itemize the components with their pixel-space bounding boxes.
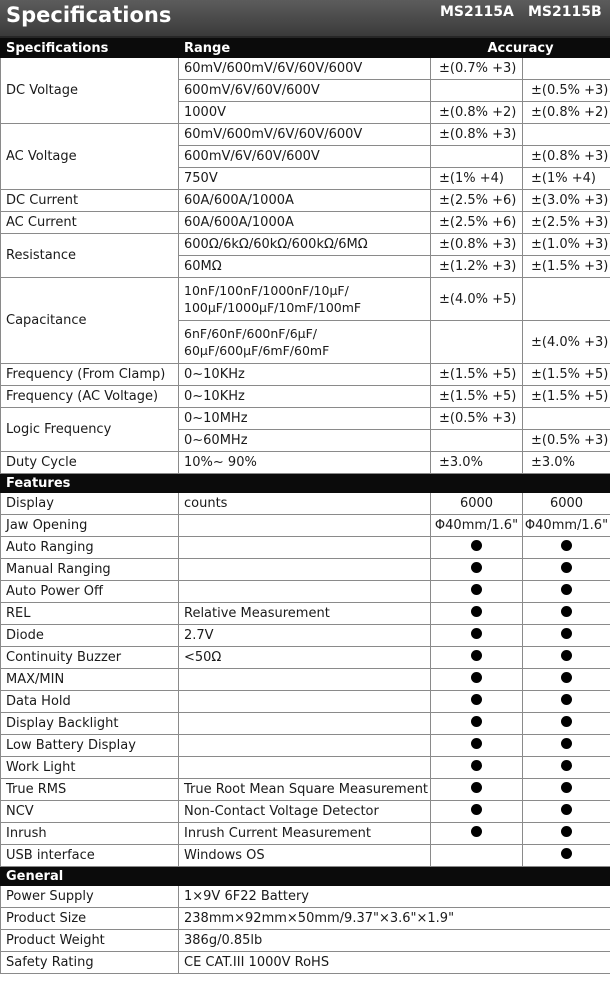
supported-dot-icon <box>471 716 482 727</box>
spec-range: 0~10MHz <box>179 408 431 430</box>
feature-b <box>523 757 610 779</box>
supported-dot-icon <box>471 540 482 551</box>
spec-name: Frequency (AC Voltage) <box>1 386 179 408</box>
feature-name: USB interface <box>1 845 179 867</box>
feature-row <box>1 845 610 867</box>
general-value: 386g/0.85lb <box>179 930 610 952</box>
spec-name: Capacitance <box>1 278 179 364</box>
feature-b <box>523 603 610 625</box>
supported-dot-icon <box>561 562 572 573</box>
general-name: Product Weight <box>1 930 179 952</box>
feature-row <box>1 493 610 515</box>
feature-a <box>431 603 523 625</box>
feature-desc <box>179 735 431 757</box>
feature-a <box>431 713 523 735</box>
supported-dot-icon <box>471 760 482 771</box>
spec-name: Resistance <box>1 234 179 278</box>
feature-b: 6000 <box>523 493 610 515</box>
feature-name: Data Hold <box>1 691 179 713</box>
feature-name: Work Light <box>1 757 179 779</box>
feature-b <box>523 625 610 647</box>
supported-dot-icon <box>471 628 482 639</box>
feature-a <box>431 801 523 823</box>
spec-name: Duty Cycle <box>1 452 179 474</box>
feature-desc: Windows OS <box>179 845 431 867</box>
accuracy-b: ±(0.8% +3) <box>523 146 610 168</box>
supported-dot-icon <box>561 760 572 771</box>
feature-a <box>431 581 523 603</box>
general-name: Safety Rating <box>1 952 179 974</box>
spec-range: 0~10KHz <box>179 386 431 408</box>
accuracy-a: ±3.0% <box>431 452 523 474</box>
model-a-label: MS2115A <box>440 4 514 20</box>
accuracy-b: ±(0.5% +3) <box>523 80 610 102</box>
supported-dot-icon <box>561 606 572 617</box>
feature-row <box>1 537 610 559</box>
accuracy-b: ±3.0% <box>523 452 610 474</box>
feature-row <box>1 823 610 845</box>
supported-dot-icon <box>561 628 572 639</box>
spec-range: 60A/600A/1000A <box>179 190 431 212</box>
accuracy-a: ±(1.5% +5) <box>431 386 523 408</box>
feature-b <box>523 735 610 757</box>
feature-b <box>523 801 610 823</box>
spec-row <box>1 190 610 212</box>
feature-b: Φ40mm/1.6" <box>523 515 610 537</box>
feature-b <box>523 669 610 691</box>
accuracy-a: ±(2.5% +6) <box>431 212 523 234</box>
accuracy-a: ±(1.5% +5) <box>431 364 523 386</box>
spec-name: AC Current <box>1 212 179 234</box>
supported-dot-icon <box>561 848 572 859</box>
supported-dot-icon <box>471 650 482 661</box>
supported-dot-icon <box>561 694 572 705</box>
feature-desc: Inrush Current Measurement <box>179 823 431 845</box>
accuracy-b: ±(2.5% +3) <box>523 212 610 234</box>
general-value: 238mm×92mm×50mm/9.37"×3.6"×1.9" <box>179 908 610 930</box>
feature-name: Display <box>1 493 179 515</box>
spec-range: 10%~ 90% <box>179 452 431 474</box>
spec-name: DC Current <box>1 190 179 212</box>
feature-name: REL <box>1 603 179 625</box>
spec-range: 600mV/6V/60V/600V <box>179 146 431 168</box>
feature-row <box>1 735 610 757</box>
feature-desc <box>179 669 431 691</box>
spec-range: 1000V <box>179 102 431 124</box>
page-title: Specifications <box>6 3 172 27</box>
spec-range: 750V <box>179 168 431 190</box>
feature-a <box>431 647 523 669</box>
feature-name: NCV <box>1 801 179 823</box>
model-b-label: MS2115B <box>528 4 602 20</box>
feature-b <box>523 691 610 713</box>
supported-dot-icon <box>561 826 572 837</box>
feature-row <box>1 625 610 647</box>
title-bar <box>0 0 610 38</box>
supported-dot-icon <box>471 694 482 705</box>
feature-a <box>431 559 523 581</box>
spec-row <box>1 364 610 386</box>
supported-dot-icon <box>561 738 572 749</box>
supported-dot-icon <box>561 716 572 727</box>
feature-b <box>523 581 610 603</box>
general-value: 1×9V 6F22 Battery <box>179 886 610 908</box>
accuracy-a: ±(4.0% +5) <box>431 278 523 321</box>
feature-row <box>1 713 610 735</box>
accuracy-b: ±(1.0% +3) <box>523 234 610 256</box>
feature-name: Jaw Opening <box>1 515 179 537</box>
general-row <box>1 886 610 908</box>
feature-desc <box>179 581 431 603</box>
feature-desc: 2.7V <box>179 625 431 647</box>
feature-row <box>1 515 610 537</box>
feature-b <box>523 647 610 669</box>
feature-row <box>1 801 610 823</box>
accuracy-b: ±(3.0% +3) <box>523 190 610 212</box>
feature-row <box>1 559 610 581</box>
feature-desc <box>179 537 431 559</box>
general-row <box>1 908 610 930</box>
feature-a <box>431 845 523 867</box>
feature-desc: <50Ω <box>179 647 431 669</box>
accuracy-b: ±(1.5% +3) <box>523 256 610 278</box>
spec-range: 0~10KHz <box>179 364 431 386</box>
feature-a: Φ40mm/1.6" <box>431 515 523 537</box>
general-name: Product Size <box>1 908 179 930</box>
feature-row <box>1 603 610 625</box>
spec-row <box>1 452 610 474</box>
spec-row <box>1 278 610 321</box>
spec-range: 600mV/6V/60V/600V <box>179 80 431 102</box>
feature-row <box>1 757 610 779</box>
feature-a <box>431 823 523 845</box>
feature-b <box>523 779 610 801</box>
supported-dot-icon <box>561 650 572 661</box>
accuracy-a <box>431 80 523 102</box>
spec-row <box>1 408 610 430</box>
feature-name: MAX/MIN <box>1 669 179 691</box>
feature-desc <box>179 559 431 581</box>
spec-range: 60MΩ <box>179 256 431 278</box>
supported-dot-icon <box>471 826 482 837</box>
general-value: CE CAT.III 1000V RoHS <box>179 952 610 974</box>
feature-a <box>431 691 523 713</box>
spec-range: 60mV/600mV/6V/60V/600V <box>179 124 431 146</box>
spec-row <box>1 124 610 146</box>
spec-row <box>1 386 610 408</box>
spec-row <box>1 58 610 80</box>
feature-b <box>523 823 610 845</box>
feature-row <box>1 647 610 669</box>
general-row <box>1 930 610 952</box>
accuracy-b: ±(4.0% +3) <box>523 321 610 364</box>
feature-name: True RMS <box>1 779 179 801</box>
feature-b <box>523 713 610 735</box>
accuracy-a: ±(0.7% +3) <box>431 58 523 80</box>
feature-a <box>431 625 523 647</box>
feature-a <box>431 669 523 691</box>
features-header-row <box>1 474 610 493</box>
feature-row <box>1 581 610 603</box>
spec-header-accuracy: Accuracy <box>431 39 610 58</box>
spec-table <box>0 38 610 974</box>
feature-desc <box>179 713 431 735</box>
spec-name: Frequency (From Clamp) <box>1 364 179 386</box>
accuracy-b: ±(1.5% +5) <box>523 386 610 408</box>
feature-name: Low Battery Display <box>1 735 179 757</box>
feature-desc <box>179 515 431 537</box>
feature-b <box>523 559 610 581</box>
spec-row <box>1 234 610 256</box>
supported-dot-icon <box>561 584 572 595</box>
feature-name: Auto Power Off <box>1 581 179 603</box>
accuracy-a <box>431 430 523 452</box>
accuracy-a: ±(1.2% +3) <box>431 256 523 278</box>
supported-dot-icon <box>561 804 572 815</box>
spec-header-specifications: Specifications <box>1 39 179 58</box>
spec-name: AC Voltage <box>1 124 179 190</box>
accuracy-a: ±(0.8% +2) <box>431 102 523 124</box>
spec-range: 60mV/600mV/6V/60V/600V <box>179 58 431 80</box>
feature-a: 6000 <box>431 493 523 515</box>
feature-desc <box>179 757 431 779</box>
feature-b <box>523 537 610 559</box>
accuracy-b: ±(1% +4) <box>523 168 610 190</box>
spec-header-range: Range <box>179 39 431 58</box>
feature-name: Inrush <box>1 823 179 845</box>
supported-dot-icon <box>471 672 482 683</box>
general-header: General <box>1 867 610 886</box>
accuracy-b <box>523 408 610 430</box>
feature-a <box>431 779 523 801</box>
accuracy-a: ±(1% +4) <box>431 168 523 190</box>
general-name: Power Supply <box>1 886 179 908</box>
feature-a <box>431 537 523 559</box>
accuracy-a: ±(2.5% +6) <box>431 190 523 212</box>
accuracy-a <box>431 146 523 168</box>
feature-name: Display Backlight <box>1 713 179 735</box>
supported-dot-icon <box>471 584 482 595</box>
accuracy-b <box>523 278 610 321</box>
accuracy-b: ±(1.5% +5) <box>523 364 610 386</box>
spec-range: 0~60MHz <box>179 430 431 452</box>
feature-row <box>1 669 610 691</box>
general-header-row <box>1 867 610 886</box>
feature-desc <box>179 691 431 713</box>
accuracy-b <box>523 58 610 80</box>
accuracy-b: ±(0.5% +3) <box>523 430 610 452</box>
supported-dot-icon <box>561 672 572 683</box>
supported-dot-icon <box>471 562 482 573</box>
feature-b <box>523 845 610 867</box>
feature-name: Manual Ranging <box>1 559 179 581</box>
supported-dot-icon <box>471 738 482 749</box>
spec-name: Logic Frequency <box>1 408 179 452</box>
feature-desc: counts <box>179 493 431 515</box>
spec-range: 10nF/100nF/1000nF/10μF/ 100μF/1000μF/10mF/100mF <box>179 278 431 321</box>
supported-dot-icon <box>471 606 482 617</box>
feature-desc: Non-Contact Voltage Detector <box>179 801 431 823</box>
feature-desc: True Root Mean Square Measurement <box>179 779 431 801</box>
accuracy-b: ±(0.8% +2) <box>523 102 610 124</box>
features-header: Features <box>1 474 610 493</box>
feature-name: Auto Ranging <box>1 537 179 559</box>
accuracy-a: ±(0.5% +3) <box>431 408 523 430</box>
accuracy-a <box>431 321 523 364</box>
spec-name: DC Voltage <box>1 58 179 124</box>
accuracy-a: ±(0.8% +3) <box>431 124 523 146</box>
feature-desc: Relative Measurement <box>179 603 431 625</box>
supported-dot-icon <box>561 540 572 551</box>
spec-header-row <box>1 39 610 58</box>
spec-range: 6nF/60nF/600nF/6μF/ 60μF/600μF/6mF/60mF <box>179 321 431 364</box>
spec-row <box>1 212 610 234</box>
feature-row <box>1 691 610 713</box>
spec-range: 600Ω/6kΩ/60kΩ/600kΩ/6MΩ <box>179 234 431 256</box>
general-row <box>1 952 610 974</box>
accuracy-b <box>523 124 610 146</box>
feature-row <box>1 779 610 801</box>
feature-a <box>431 757 523 779</box>
feature-a <box>431 735 523 757</box>
supported-dot-icon <box>471 782 482 793</box>
feature-name: Continuity Buzzer <box>1 647 179 669</box>
supported-dot-icon <box>561 782 572 793</box>
spec-range: 60A/600A/1000A <box>179 212 431 234</box>
feature-name: Diode <box>1 625 179 647</box>
accuracy-a: ±(0.8% +3) <box>431 234 523 256</box>
supported-dot-icon <box>471 804 482 815</box>
